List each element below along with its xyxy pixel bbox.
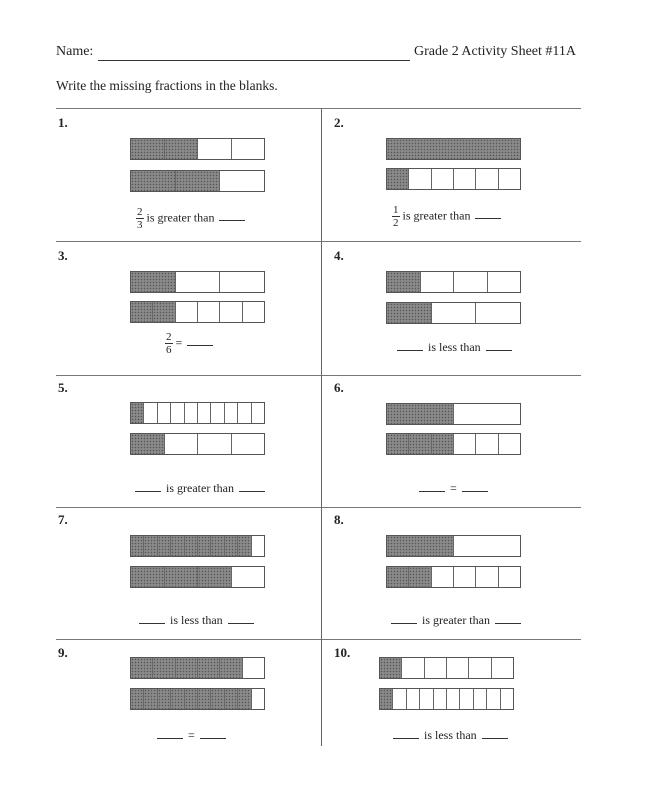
unshaded-part: [220, 171, 264, 191]
answer-blank[interactable]: [391, 623, 417, 624]
shaded-part: [131, 139, 165, 159]
shaded-part: [171, 536, 184, 556]
name-label: Name:: [56, 44, 94, 59]
shaded-part: [387, 169, 409, 189]
unshaded-part: [425, 658, 447, 678]
unshaded-part: [198, 302, 220, 322]
problem-number: 10.: [334, 645, 351, 660]
shaded-part: [432, 434, 454, 454]
fraction-bar-top: [386, 535, 521, 557]
unshaded-part: [434, 689, 447, 709]
problem-number: 5.: [58, 380, 68, 395]
unshaded-part: [171, 403, 184, 423]
unshaded-part: [185, 403, 198, 423]
unshaded-part: [220, 272, 264, 292]
relation-text: =: [450, 481, 457, 495]
shaded-part: [131, 689, 144, 709]
unshaded-part: [243, 302, 264, 322]
fraction-bar-top: [130, 138, 265, 160]
fraction-bar-bottom: [130, 170, 265, 192]
shaded-part: [144, 536, 157, 556]
grid-column-divider: [321, 108, 322, 746]
shaded-part: [176, 171, 221, 191]
unshaded-part: [454, 567, 476, 587]
answer-line: [414, 481, 493, 496]
answer-blank[interactable]: [486, 350, 512, 351]
unshaded-part: [232, 139, 265, 159]
unshaded-part: [252, 689, 264, 709]
shaded-part: [211, 689, 224, 709]
unshaded-part: [238, 403, 251, 423]
unshaded-part: [499, 567, 520, 587]
shaded-part: [220, 658, 242, 678]
unshaded-part: [487, 689, 500, 709]
unshaded-part: [469, 658, 491, 678]
fraction-bar-top: [386, 138, 521, 160]
shaded-part: [380, 658, 402, 678]
fraction-numerator: 2: [137, 206, 143, 218]
given-fraction: [392, 204, 400, 229]
unshaded-part: [243, 658, 264, 678]
answer-blank[interactable]: [397, 350, 423, 351]
unshaded-part: [432, 567, 454, 587]
answer-blank[interactable]: [228, 623, 254, 624]
problem-number: 6.: [334, 380, 344, 395]
unshaded-part: [232, 434, 265, 454]
answer-blank[interactable]: [187, 345, 213, 346]
fraction-bar-top: [130, 402, 265, 424]
answer-blank[interactable]: [239, 491, 265, 492]
answer-line: [392, 204, 506, 229]
grid-top-line: [56, 108, 581, 109]
fraction-bar-top: [130, 657, 265, 679]
sheet-title: Grade 2 Activity Sheet #11A: [414, 44, 577, 59]
unshaded-part: [252, 536, 264, 556]
unshaded-part: [420, 689, 433, 709]
unshaded-part: [476, 169, 498, 189]
shaded-part: [153, 658, 175, 678]
answer-blank[interactable]: [157, 738, 183, 739]
unshaded-part: [499, 434, 520, 454]
unshaded-part: [409, 169, 431, 189]
given-fraction: [136, 206, 144, 231]
unshaded-part: [198, 403, 211, 423]
shaded-part: [144, 689, 157, 709]
problem-number: 9.: [58, 645, 68, 660]
fraction-bar-bottom: [130, 688, 265, 710]
unshaded-part: [476, 303, 520, 323]
fraction-bar-top: [130, 535, 265, 557]
relation-text: =: [175, 335, 183, 350]
shaded-part: [387, 434, 409, 454]
unshaded-part: [176, 302, 198, 322]
problem-number: 4.: [334, 248, 344, 263]
relation-text: is greater than: [422, 613, 490, 627]
relation-text: is less than: [170, 613, 223, 627]
answer-blank[interactable]: [135, 491, 161, 492]
fraction-numerator: 1: [393, 204, 399, 216]
relation-text: is less than: [424, 728, 477, 742]
shaded-part: [387, 567, 409, 587]
answer-line: [130, 481, 270, 496]
shaded-part: [198, 567, 232, 587]
answer-line: [386, 613, 526, 628]
relation-text: =: [188, 728, 195, 742]
answer-line: [165, 331, 218, 356]
fraction-denominator: 6: [166, 344, 172, 356]
answer-line: [392, 340, 517, 355]
unshaded-part: [492, 658, 513, 678]
answer-blank[interactable]: [393, 738, 419, 739]
relation-text: is less than: [428, 340, 481, 354]
shaded-part: [131, 434, 165, 454]
fraction-bar-bottom: [130, 433, 265, 455]
fraction-bar-top: [379, 657, 514, 679]
unshaded-part: [407, 689, 420, 709]
shaded-part: [387, 303, 432, 323]
shaded-part: [153, 302, 175, 322]
shaded-part: [131, 567, 165, 587]
grid-row-divider: [56, 241, 581, 242]
unshaded-part: [421, 272, 455, 292]
problem-number: 2.: [334, 115, 344, 130]
unshaded-part: [432, 303, 477, 323]
shaded-part: [158, 689, 171, 709]
shaded-part: [165, 567, 199, 587]
fraction-bar-bottom: [386, 433, 521, 455]
shaded-part: [409, 434, 431, 454]
unshaded-part: [454, 434, 476, 454]
relation-text: is greater than: [402, 208, 471, 223]
fraction-numerator: 2: [166, 331, 172, 343]
shaded-part: [211, 536, 224, 556]
grid-row-divider: [56, 507, 581, 508]
given-fraction: [165, 331, 173, 356]
unshaded-part: [402, 658, 424, 678]
unshaded-part: [232, 567, 265, 587]
unshaded-part: [454, 272, 488, 292]
fraction-bar-bottom: [379, 688, 514, 710]
grid-row-divider: [56, 639, 581, 640]
unshaded-part: [198, 434, 232, 454]
shaded-part: [238, 689, 251, 709]
shaded-part: [131, 272, 176, 292]
shaded-part: [198, 536, 211, 556]
shaded-part: [387, 404, 454, 424]
unshaded-part: [144, 403, 157, 423]
problem-number: 1.: [58, 115, 68, 130]
relation-text: is greater than: [166, 481, 234, 495]
fraction-bar-bottom: [386, 302, 521, 324]
answer-line: [134, 613, 259, 628]
unshaded-part: [476, 434, 498, 454]
answer-line: [152, 728, 231, 743]
answer-blank[interactable]: [482, 738, 508, 739]
unshaded-part: [447, 689, 460, 709]
unshaded-part: [454, 169, 476, 189]
unshaded-part: [460, 689, 473, 709]
unshaded-part: [252, 403, 264, 423]
fraction-denominator: 3: [137, 219, 143, 231]
grid-row-divider: [56, 375, 581, 376]
unshaded-part: [474, 689, 487, 709]
unshaded-part: [454, 536, 520, 556]
shaded-part: [185, 536, 198, 556]
instructions: Write the missing fractions in the blanks.: [56, 78, 278, 93]
answer-blank[interactable]: [219, 220, 245, 221]
unshaded-part: [454, 404, 520, 424]
shaded-part: [176, 658, 198, 678]
shaded-part: [185, 689, 198, 709]
shaded-part: [131, 171, 176, 191]
fraction-bar-bottom: [130, 301, 265, 323]
shaded-part: [387, 139, 520, 159]
shaded-part: [225, 689, 238, 709]
unshaded-part: [220, 302, 242, 322]
unshaded-part: [447, 658, 469, 678]
name-input-line[interactable]: [98, 60, 410, 61]
answer-blank[interactable]: [200, 738, 226, 739]
shaded-part: [225, 536, 238, 556]
unshaded-part: [499, 169, 520, 189]
unshaded-part: [488, 272, 521, 292]
problem-number: 8.: [334, 512, 344, 527]
fraction-bar-top: [386, 403, 521, 425]
unshaded-part: [476, 567, 498, 587]
shaded-part: [409, 567, 431, 587]
fraction-bar-top: [130, 271, 265, 293]
shaded-part: [131, 536, 144, 556]
unshaded-part: [165, 434, 199, 454]
answer-blank[interactable]: [139, 623, 165, 624]
unshaded-part: [211, 403, 224, 423]
shaded-part: [131, 403, 144, 423]
problem-number: 3.: [58, 248, 68, 263]
unshaded-part: [393, 689, 406, 709]
shaded-part: [380, 689, 393, 709]
fraction-bar-bottom: [386, 168, 521, 190]
fraction-bar-top: [386, 271, 521, 293]
shaded-part: [387, 536, 454, 556]
shaded-part: [198, 658, 220, 678]
unshaded-part: [198, 139, 232, 159]
fraction-denominator: 2: [393, 217, 399, 229]
answer-line: [388, 728, 513, 743]
answer-blank[interactable]: [495, 623, 521, 624]
unshaded-part: [501, 689, 513, 709]
shaded-part: [387, 272, 421, 292]
problem-number: 7.: [58, 512, 68, 527]
answer-blank[interactable]: [419, 491, 445, 492]
shaded-part: [171, 689, 184, 709]
shaded-part: [158, 536, 171, 556]
relation-text: is greater than: [146, 210, 215, 225]
shaded-part: [165, 139, 199, 159]
unshaded-part: [176, 272, 221, 292]
fraction-bar-bottom: [130, 566, 265, 588]
shaded-part: [238, 536, 251, 556]
unshaded-part: [158, 403, 171, 423]
answer-line: [136, 206, 250, 231]
answer-blank[interactable]: [475, 218, 501, 219]
answer-blank[interactable]: [462, 491, 488, 492]
shaded-part: [198, 689, 211, 709]
shaded-part: [131, 658, 153, 678]
shaded-part: [131, 302, 153, 322]
unshaded-part: [432, 169, 454, 189]
unshaded-part: [225, 403, 238, 423]
fraction-bar-bottom: [386, 566, 521, 588]
